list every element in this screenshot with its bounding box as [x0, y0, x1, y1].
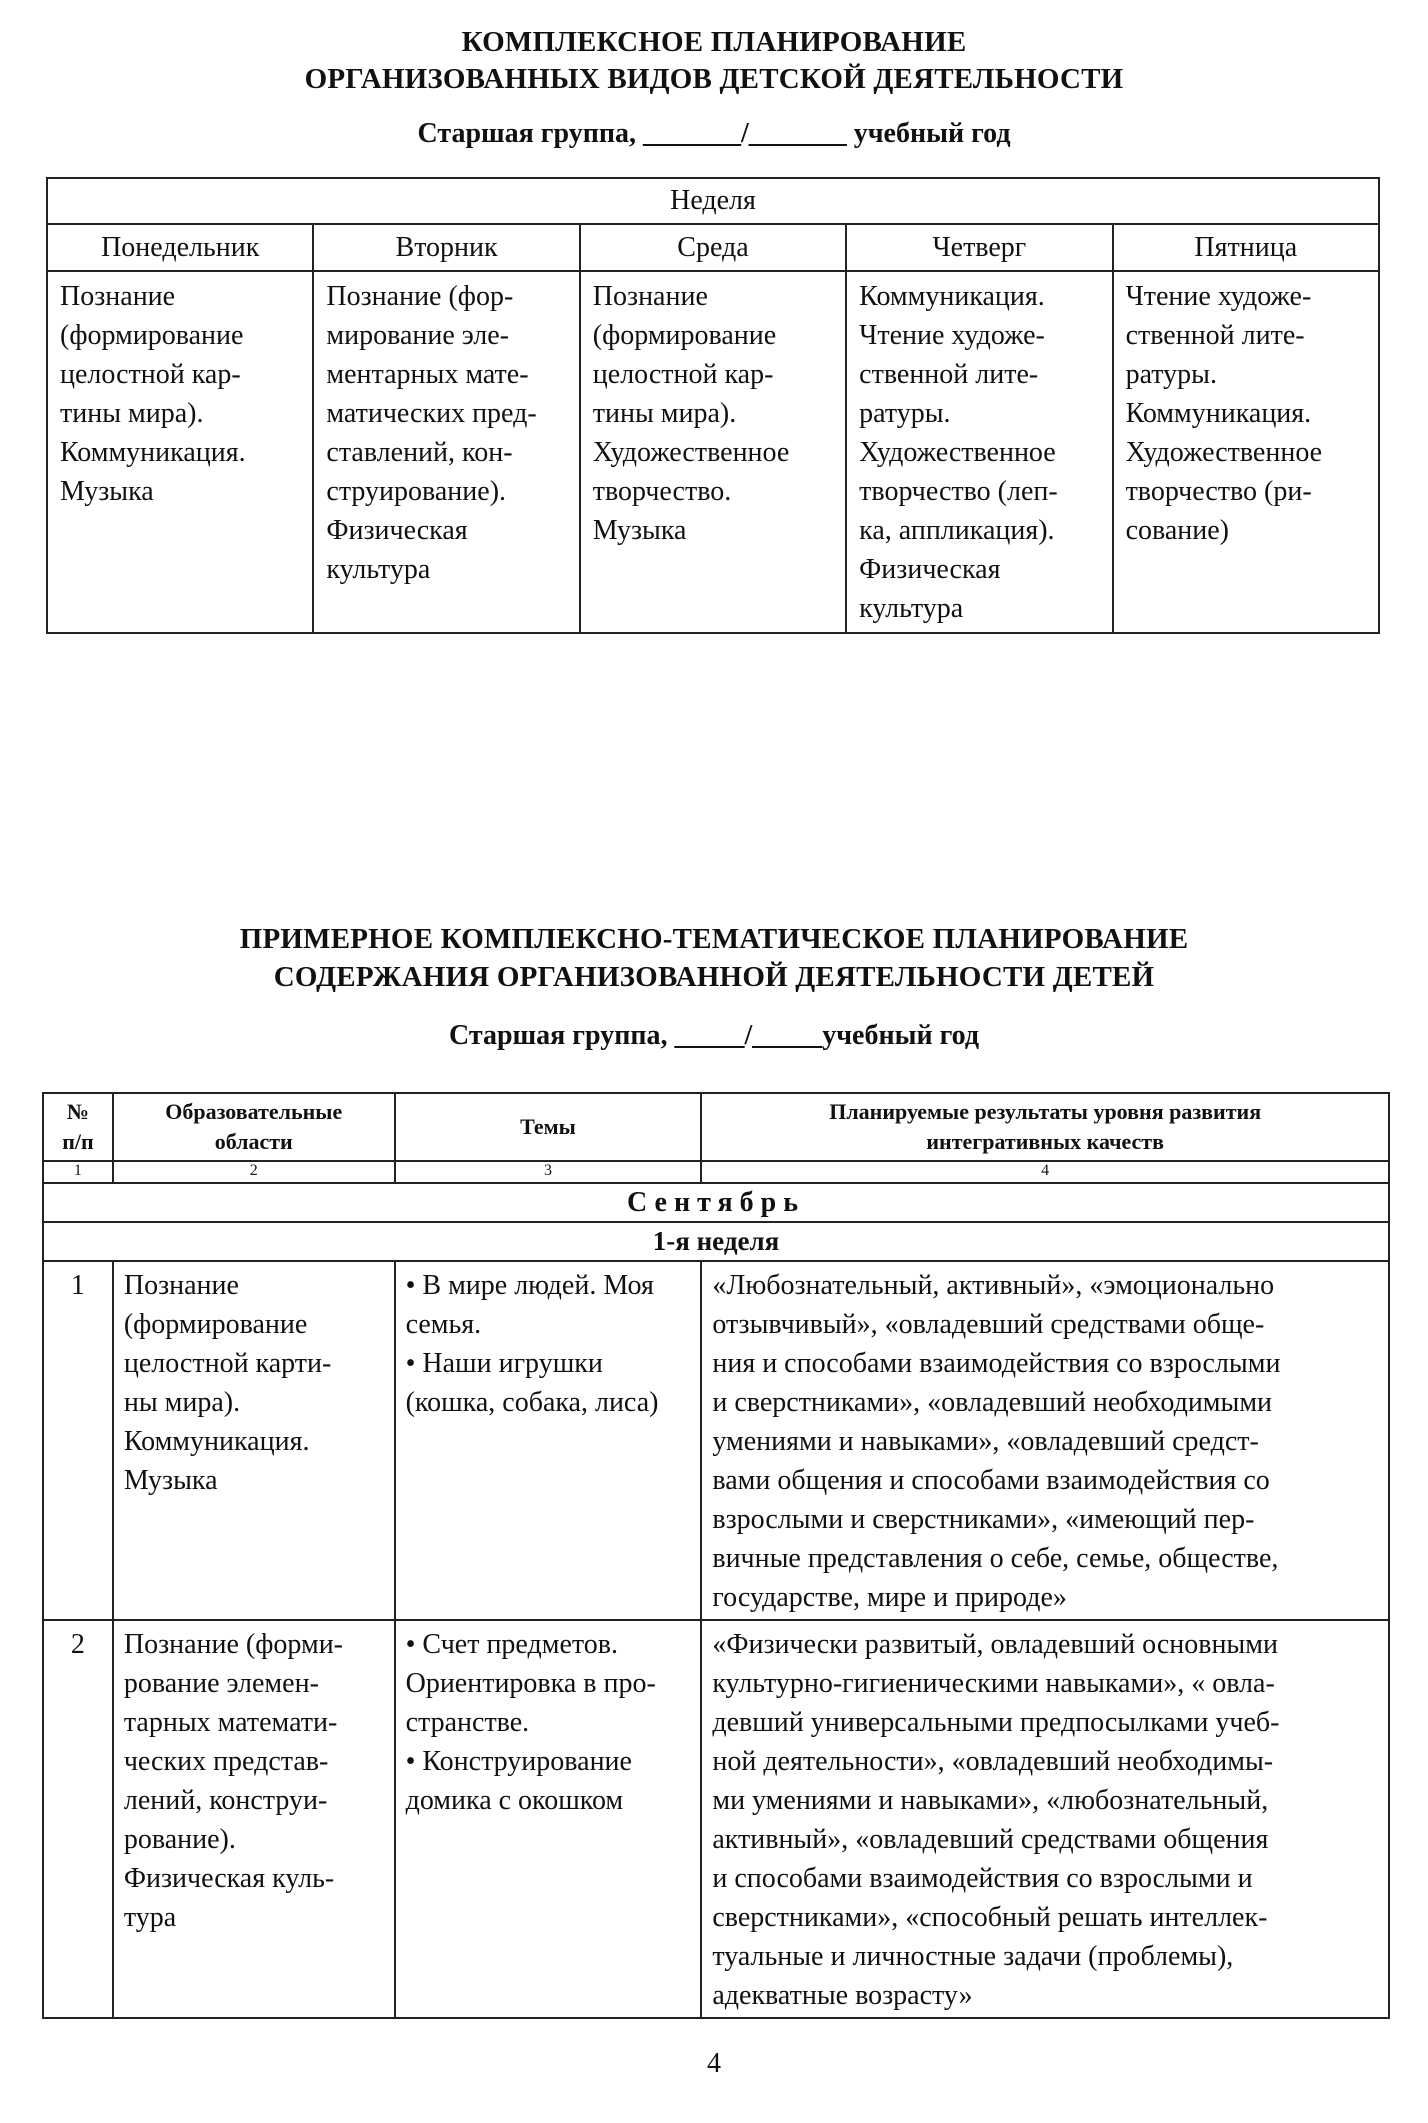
day-monday: Понедельник: [47, 224, 313, 271]
row-2-areas-text: Познание (форми- рование элемен- тарных математи- ческих представ- лений, конструи- рование). Физическая куль- тура: [123, 1629, 344, 1933]
row-1-areas-text: Познание (формирование целостной карти- ны мира). Коммуникация. Музыка: [123, 1270, 332, 1496]
day-wednesday: Среда: [580, 224, 846, 271]
header-results: [701, 1093, 1389, 1161]
day-tuesday: Вторник: [313, 224, 579, 271]
header-results-text: Планируемые результаты уровня развития интегративных качеств: [829, 1099, 1262, 1154]
wednesday-activities-text: Познание (формирование целостной кар- тины мира). Художественное творчество. Музыка: [592, 281, 790, 546]
header-num-text: № п/п: [62, 1099, 94, 1154]
section1-subtitle: Старшая группа, _______/_______ учебный год: [417, 118, 1011, 149]
tuesday-activities: [313, 271, 579, 633]
row-1-topics-text: • В мире людей. Моя семья. • Наши игрушки (кошка, собака, лиса): [405, 1270, 659, 1418]
row-1-num: 1: [43, 1261, 113, 1620]
wednesday-activities: [580, 271, 846, 633]
day-friday: Пятница: [1113, 224, 1379, 271]
section2-title-line2: СОДЕРЖАНИЯ ОРГАНИЗОВАННОЙ ДЕЯТЕЛЬНОСТИ ДЕТЕЙ: [273, 961, 1155, 993]
thursday-activities: [846, 271, 1112, 633]
week-header: Неделя: [47, 178, 1379, 224]
thursday-activities-text: Коммуникация. Чтение художе- ственной лите- ратуры. Художественное творчество (леп- ка, аппликация). Физическая культура: [859, 281, 1058, 624]
row-2-areas: [113, 1620, 395, 2018]
row-2-topics-text: • Счет предметов. Ориентировка в про- странстве. • Конструирование домика с окошком: [405, 1629, 656, 1816]
col-number-1: 1: [43, 1161, 113, 1183]
friday-activities: [1113, 271, 1379, 633]
section2-subtitle: Старшая группа, _____/_____учебный год: [449, 1020, 979, 1051]
tuesday-activities-text: Познание (фор- мирование эле- ментарных мате- матических пред- ставлений, кон- струирование). Физическая культура: [326, 281, 537, 585]
row-2-topics: [395, 1620, 702, 2018]
row-2-results: [701, 1620, 1389, 2018]
friday-activities-text: Чтение художе- ственной лите- ратуры. Коммуникация. Художественное творчество (ри- сование): [1125, 281, 1323, 546]
col-number-4: 4: [701, 1161, 1389, 1183]
section1-title-line1: КОМПЛЕКСНОЕ ПЛАНИРОВАНИЕ: [461, 26, 967, 58]
row-1-areas: [113, 1261, 395, 1620]
row-1-results: [701, 1261, 1389, 1620]
row-2-num: 2: [43, 1620, 113, 2018]
page-number: 4: [707, 2048, 721, 2079]
week-label: 1-я неделя: [43, 1222, 1389, 1261]
monday-activities-text: Познание (формирование целостной кар- тины мира). Коммуникация. Музыка: [60, 281, 246, 507]
month-label: Сентябрь: [43, 1183, 1389, 1222]
weekly-schedule-table: [46, 177, 1380, 634]
monday-activities: [47, 271, 313, 633]
header-areas: [113, 1093, 395, 1161]
day-thursday: Четверг: [846, 224, 1112, 271]
section2-title-line1: ПРИМЕРНОЕ КОМПЛЕКСНО-ТЕМАТИЧЕСКОЕ ПЛАНИРОВАНИЕ: [239, 923, 1189, 955]
header-areas-text: Образовательные области: [165, 1099, 343, 1154]
section1-title-line2: ОРГАНИЗОВАННЫХ ВИДОВ ДЕТСКОЙ ДЕЯТЕЛЬНОСТИ: [304, 63, 1124, 95]
row-1-topics: [395, 1261, 702, 1620]
row-1-results-text: «Любознательный, активный», «эмоционально отзывчивый», «овладевший средствами обще- ния и способами взаимодействия со взрослыми и сверстниками», «овладевший необходимыми умениями и навыками», «овладевший средст- вами общения и способами взаимодействия со взрослыми и сверстниками», «имеющий пер- вичные представления о себе, семье, обществе, государстве, мире и природе»: [712, 1270, 1281, 1613]
col-number-3: 3: [395, 1161, 702, 1183]
header-topics: Темы: [395, 1093, 702, 1161]
thematic-plan-table: [42, 1092, 1390, 2019]
row-2-results-text: «Физически развитый, овладевший основными культурно-гигиеническими навыками», « овла- девший универсальными предпосылками учеб- ной деятельности», «овладевший необходимы- ми умениями и навыками», «любознательный, активный», «овладевший средствами общения и способами взаимодействия со взрослыми и сверстниками», «способный решать интеллек- туальные и личностные задачи (проблемы), адекватные возрасту»: [712, 1629, 1280, 2011]
header-num: [43, 1093, 113, 1161]
col-number-2: 2: [113, 1161, 395, 1183]
